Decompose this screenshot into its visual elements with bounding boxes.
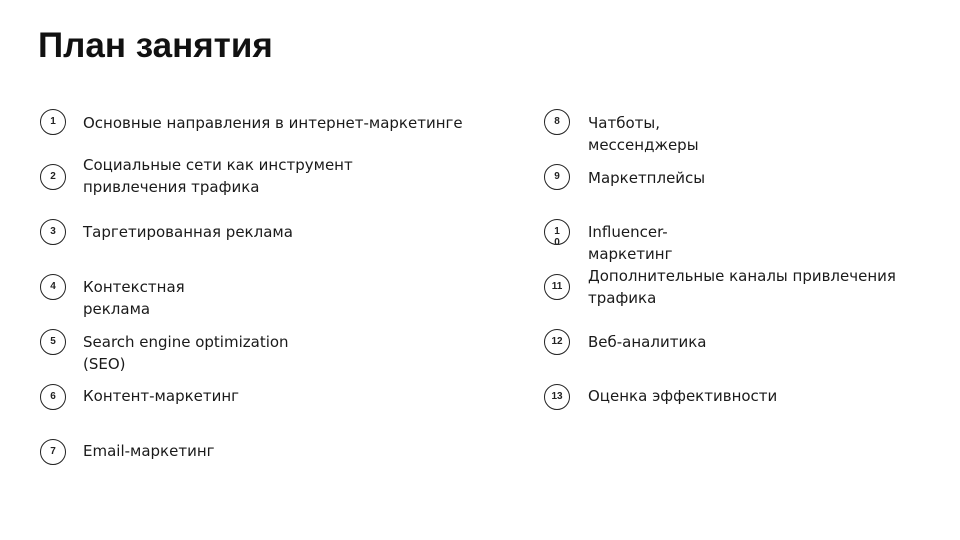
- item-number-2: 2: [40, 164, 66, 190]
- item-label-7: Email-маркетинг: [83, 442, 215, 460]
- item-label-8: Чатботы, мессенджеры: [588, 114, 699, 154]
- item-number-12: 12: [544, 329, 570, 355]
- item-number-3: 3: [40, 219, 66, 245]
- item-number-11: 11: [544, 274, 570, 300]
- item-number-13: 13: [544, 384, 570, 410]
- item-label-11: Дополнительные каналы привлечения трафика: [588, 267, 896, 307]
- item-number-5: 5: [40, 329, 66, 355]
- item-number-10-line2: 0: [554, 237, 560, 248]
- item-number-4: 4: [40, 274, 66, 300]
- item-number-8: 8: [544, 109, 570, 135]
- item-label-5: Search engine optimization (SEO): [83, 333, 289, 373]
- item-label-13: Оценка эффективности: [588, 387, 778, 405]
- item-number-6: 6: [40, 384, 66, 410]
- item-number-10-line1: 1: [554, 226, 560, 237]
- item-label-2: Социальные сети как инструмент привлечения трафика: [83, 156, 353, 196]
- page-title: План занятия: [38, 26, 273, 65]
- item-label-3: Таргетированная реклама: [83, 223, 293, 241]
- item-label-6: Контент-маркетинг: [83, 387, 240, 405]
- item-label-4: Контекстная реклама: [83, 278, 185, 318]
- item-label-12: Веб-аналитика: [588, 333, 707, 351]
- item-number-9: 9: [544, 164, 570, 190]
- item-label-9: Маркетплейсы: [588, 169, 706, 187]
- item-label-1: Основные направления в интернет-маркетинге: [83, 114, 463, 132]
- item-number-7: 7: [40, 439, 66, 465]
- item-label-10: Influencer- маркетинг: [588, 223, 673, 263]
- item-number-10: [544, 219, 570, 248]
- item-number-1: 1: [40, 109, 66, 135]
